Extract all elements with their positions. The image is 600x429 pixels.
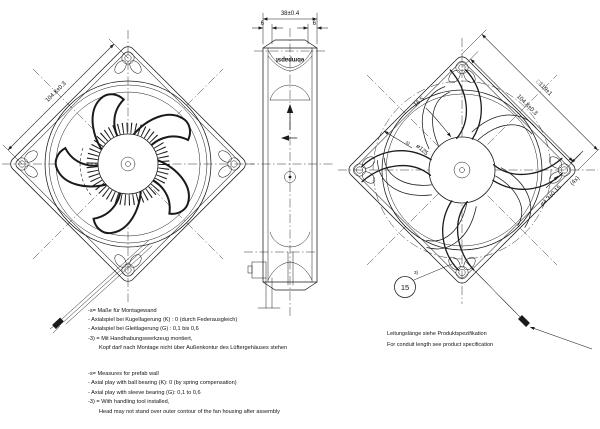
rear-blade-label: 16.5 [412, 96, 426, 109]
note-de-3: -3) = Mit Handhabungswerkzeug montiert, [88, 336, 193, 342]
notes-german [88, 308, 287, 351]
tool-head-balloon [395, 264, 453, 298]
note-en-1: - Axial play with ball bearing (K): 0 (by spring compensation) [88, 380, 237, 386]
rear-wall-hole-label: ø125 [414, 143, 429, 157]
cable-length-note [387, 331, 493, 348]
rotation-arrow-left [281, 135, 297, 140]
brand-logo: ebmpapst [275, 56, 305, 62]
note-de-1: - Axialspiel bei Kugellagerung (K) : 0 (durch Federausgleich) [88, 317, 238, 323]
rear-mount-hole-count: (4x) [569, 175, 582, 188]
side-wire-exit [248, 262, 280, 308]
tool-head-size-label: 15 [400, 283, 410, 292]
front-hole-pitch-label: 104.8±0.3 [44, 80, 68, 104]
rear-wire-head [520, 317, 528, 325]
rear-wall-hole-dimension [384, 131, 429, 157]
rear-wall-hole-ref: s) [404, 139, 412, 146]
note-en-4: Head may not stand over outer contour of the fan housing after assembly [99, 409, 280, 415]
front-view [2, 30, 254, 333]
note-de-0: -s= Maße für Montagewand [88, 308, 157, 314]
rear-hole-pitch-label: 104.8±0.3 [515, 93, 539, 117]
side-view [244, 11, 334, 316]
rear-hub [429, 137, 495, 203]
cable-note-de: Leitungslänge siehe Produktspezifikation [387, 331, 487, 337]
note-en-2: - Axial play with sleeve bearing (G): 0,1 to 0,6 [88, 390, 201, 396]
rear-frame-label: □119±1 [534, 79, 553, 98]
side-depth-label: 38±0.4 [280, 11, 300, 17]
note-de-2: - Axialspiel bei Gleitlagerung (G) : 0,1 bis 0,6 [88, 326, 199, 332]
tool-head-ref-label: 3) [414, 270, 419, 275]
rear-blade-dimension [413, 96, 451, 137]
cable-note-en: For conduit length see product specification [387, 342, 494, 348]
note-en-0: -s= Measures for prefab wall [88, 371, 159, 377]
side-flange-right-label: 6 [312, 21, 316, 27]
front-hub [98, 134, 158, 194]
side-depth-dimension [260, 11, 317, 44]
side-flange-left-label: 6 [260, 21, 264, 27]
notes-english [88, 371, 280, 415]
note-en-3: -3) = With handling tool installed, [88, 399, 170, 405]
rear-mount-hole-label: ø4.3±0.15 [539, 184, 563, 208]
note-de-4: Kopf darf nach Montage nicht über Außenkontur des Lüftergehäuses stehen [99, 345, 288, 351]
rear-view [338, 30, 599, 349]
